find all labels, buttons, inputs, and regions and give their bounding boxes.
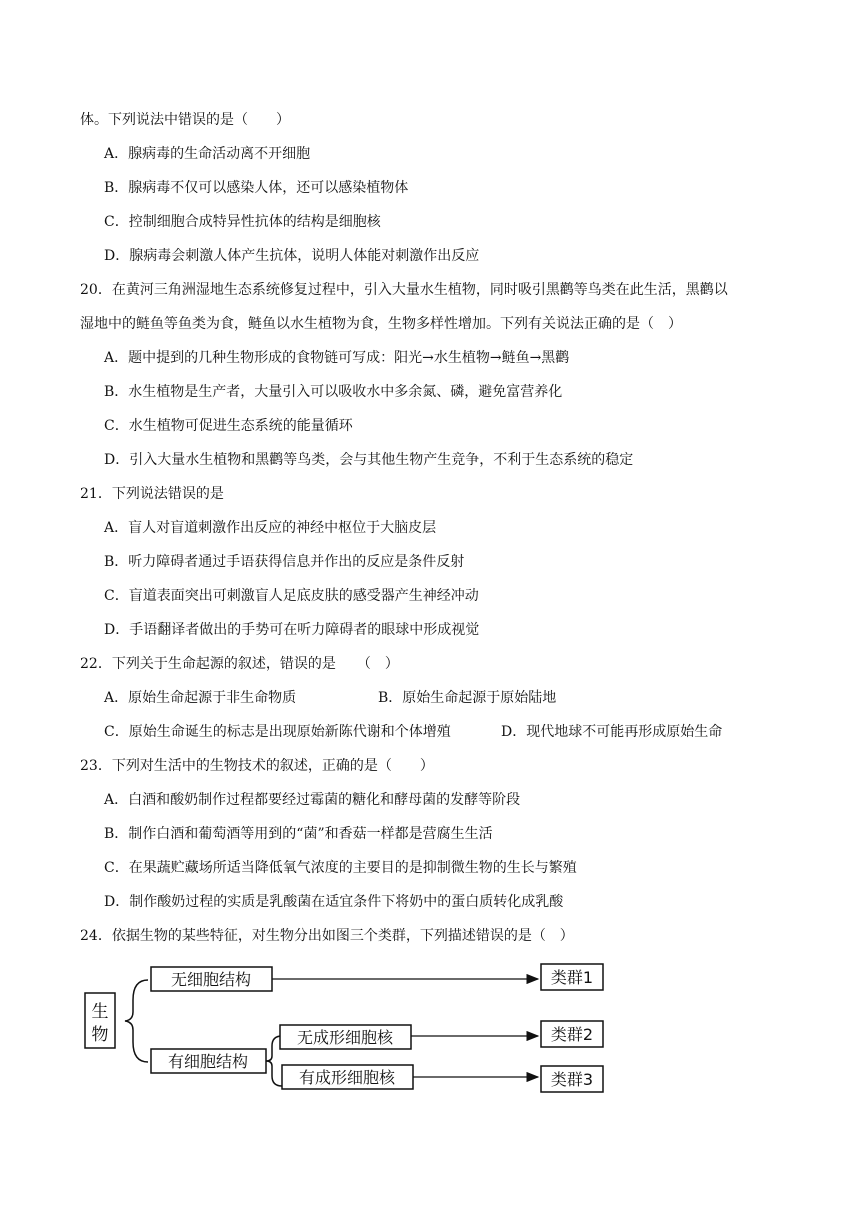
has-nucleus-label: 有成形细胞核 (298, 1068, 396, 1087)
q24-stem: 24．依据生物的某些特征，对生物分出如图三个类群，下列描述错误的是（ ） (80, 928, 574, 944)
q20-stem-line1: 20．在黄河三角洲湿地生态系统修复过程中，引入大量水生植物，同时吸引黑鹳等鸟类在此生活，黑鹳以 (80, 282, 728, 298)
q23-option-b: B．制作白酒和葡萄酒等用到的“菌”和香菇一样都是营腐生生活 (104, 826, 493, 842)
q20-stem-line2: 湿地中的鲢鱼等鱼类为食，鲢鱼以水生植物为食，生物多样性增加。下列有关说法正确的是（ ） (80, 316, 682, 332)
q21-option-d: D．手语翻译者做出的手势可在听力障碍者的眼球中形成视觉 (104, 622, 480, 638)
q22-stem: 22．下列关于生命起源的叙述，错误的是 （ ） (80, 656, 399, 672)
q20-option-a: A．题中提到的几种生物形成的食物链可写成：阳光→水生植物→鲢鱼→黑鹳 (104, 350, 570, 366)
group3-label: 类群3 (550, 1070, 594, 1089)
q19-option-a: A．腺病毒的生命活动离不开细胞 (104, 146, 311, 162)
no-nucleus-label: 无成形细胞核 (296, 1028, 394, 1047)
q20-option-c: C．水生植物可促进生态系统的能量循环 (104, 418, 353, 434)
root-label-bottom: 物 (91, 1025, 109, 1045)
group2-label: 类群2 (550, 1025, 594, 1044)
q21-option-b: B．听力障碍者通过手语获得信息并作出的反应是条件反射 (104, 554, 465, 570)
q20-option-d: D．引入大量水生植物和黑鹳等鸟类，会与其他生物产生竞争，不利于生态系统的稳定 (104, 452, 634, 468)
root-label-top: 生 (91, 1002, 109, 1022)
q22-option-b: B．原始生命起源于原始陆地 (378, 690, 557, 706)
q19-stem-tail: 体。下列说法中错误的是（ ） (80, 112, 290, 128)
has-cell-structure-label: 有细胞结构 (167, 1052, 249, 1071)
no-cell-structure-label: 无细胞结构 (170, 970, 252, 989)
q20-option-b: B．水生植物是生产者，大量引入可以吸收水中多余氮、磷，避免富营养化 (104, 384, 563, 400)
q21-option-a: A．盲人对盲道刺激作出反应的神经中枢位于大脑皮层 (104, 520, 437, 536)
group1-label: 类群1 (550, 968, 594, 987)
main-brace (125, 980, 148, 1062)
q21-stem: 21．下列说法错误的是 (80, 486, 224, 502)
q23-option-c: C．在果蔬贮藏场所适当降低氧气浓度的主要目的是抑制微生物的生长与繁殖 (104, 860, 577, 876)
q19-option-c: C．控制细胞合成特异性抗体的结构是细胞核 (104, 214, 381, 230)
q21-option-c: C．盲道表面突出可刺激盲人足底皮肤的感受器产生神经冲动 (104, 588, 479, 604)
q22-option-a: A．原始生命起源于非生命物质 (104, 690, 297, 706)
q23-option-d: D．制作酸奶过程的实质是乳酸菌在适宜条件下将奶中的蛋白质转化成乳酸 (104, 894, 564, 910)
q23-option-a: A．白酒和酸奶制作过程都要经过霉菌的糖化和酵母菌的发酵等阶段 (104, 792, 521, 808)
q23-stem: 23．下列对生活中的生物技术的叙述，正确的是（ ） (80, 758, 434, 774)
q19-option-b: B．腺病毒不仅可以感染人体，还可以感染植物体 (104, 180, 409, 196)
q22-option-c: C．原始生命诞生的标志是出现原始新陈代谢和个体增殖 (104, 724, 451, 740)
q22-option-d: D．现代地球不可能再形成原始生命 (501, 724, 723, 740)
q19-option-d: D．腺病毒会刺激人体产生抗体，说明人体能对刺激作出反应 (104, 248, 480, 264)
